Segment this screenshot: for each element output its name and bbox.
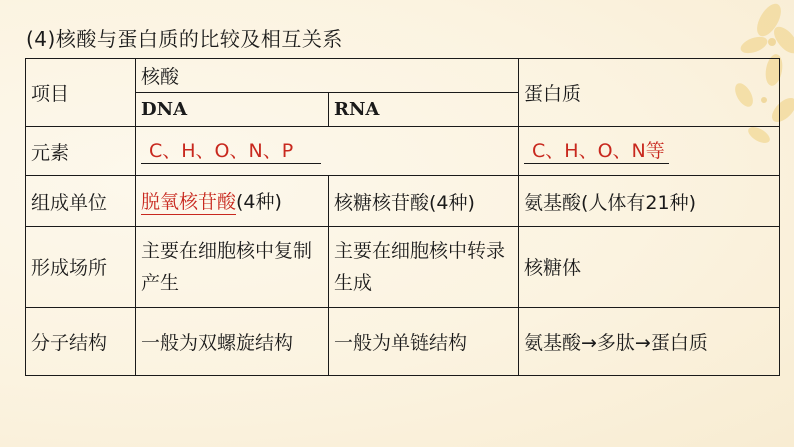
header-rna: RNA	[329, 93, 519, 127]
row-label-units: 组成单位	[26, 175, 136, 226]
rna-units-cell: 核糖核苷酸(4种)	[329, 175, 519, 226]
nucleic-elements-cell	[136, 127, 519, 176]
protein-structure-cell: 氨基酸→多肽→蛋白质	[519, 307, 780, 375]
header-dna: DNA	[136, 93, 329, 127]
page-title: (4)核酸与蛋白质的比较及相互关系	[26, 27, 343, 51]
dna-units-answer: 脱氧核苷酸	[141, 191, 237, 213]
table-row	[26, 127, 780, 176]
dna-units-suffix: (4种)	[236, 191, 282, 213]
table-row	[26, 227, 780, 308]
row-label-structure: 分子结构	[26, 307, 136, 375]
dna-structure-cell: 一般为双螺旋结构	[136, 307, 329, 375]
row-label-elements: 元素	[26, 127, 136, 176]
table-row	[26, 175, 780, 226]
protein-elements-answer: C、H、O、N等	[524, 139, 669, 164]
dna-units-cell	[136, 175, 329, 226]
row-label-site: 形成场所	[26, 227, 136, 308]
rna-structure-cell: 一般为单链结构	[329, 307, 519, 375]
dna-site-cell: 主要在细胞核中复制产生	[136, 227, 329, 308]
header-item: 项目	[26, 59, 136, 127]
header-protein: 蛋白质	[519, 59, 780, 127]
protein-elements-cell	[519, 127, 780, 176]
nucleic-elements-answer: C、H、O、N、P	[141, 139, 321, 164]
protein-site-cell: 核糖体	[519, 227, 780, 308]
protein-units-cell: 氨基酸(人体有21种)	[519, 175, 780, 226]
comparison-table	[25, 58, 779, 376]
table-row	[26, 307, 780, 375]
header-nucleic-acid: 核酸	[136, 59, 519, 93]
rna-site-cell: 主要在细胞核中转录生成	[329, 227, 519, 308]
